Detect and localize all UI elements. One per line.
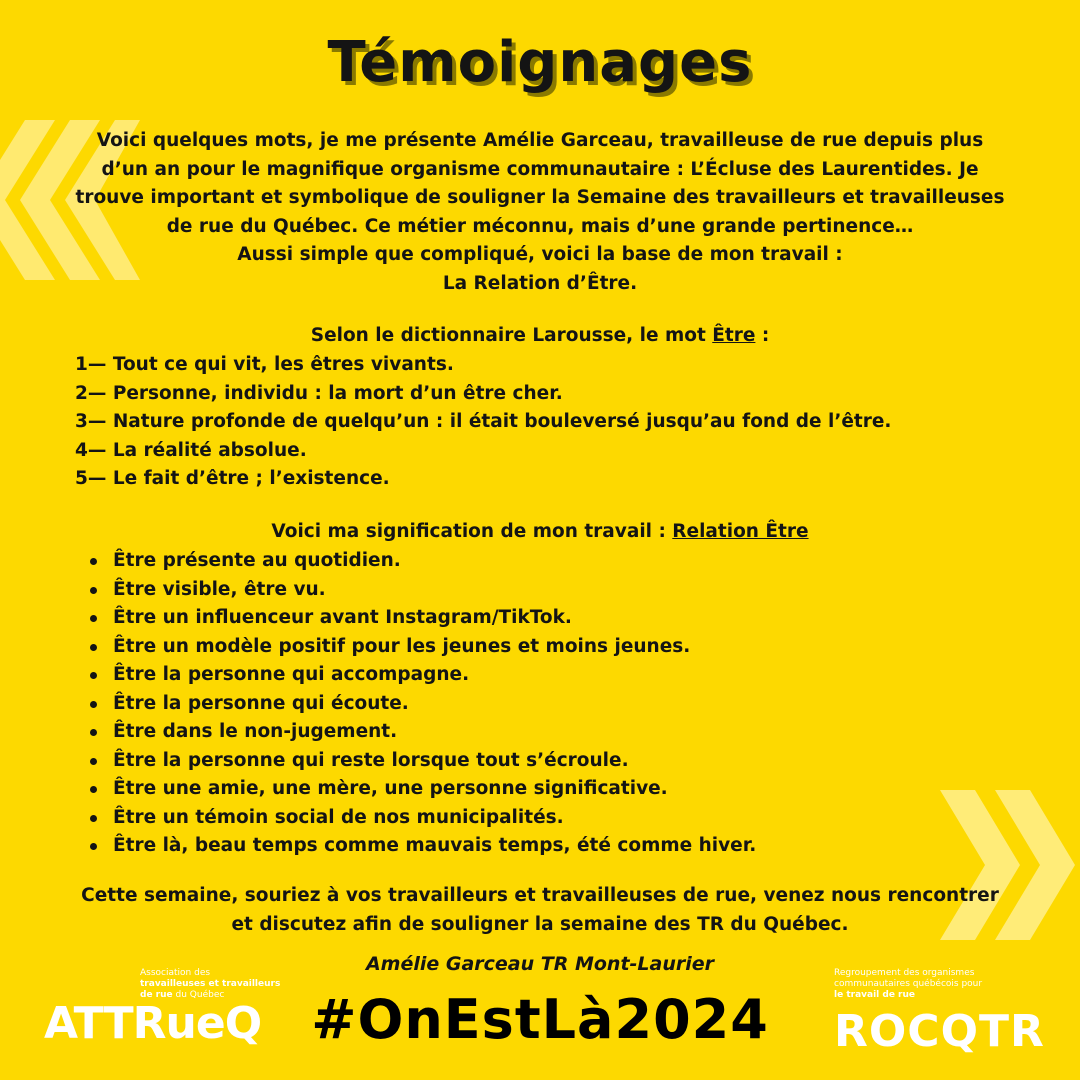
logo-wordmark: ROCQTR [834, 1006, 1045, 1057]
bullet-dot [90, 615, 97, 622]
bullet-dot [90, 729, 97, 736]
bullet-dot [90, 587, 97, 594]
list-item [90, 718, 756, 747]
bullet-dot [90, 843, 97, 850]
list-item-text: Être une amie, une mère, une personne significative. [113, 778, 668, 799]
definition-item: 1— Tout ce qui vit, les êtres vivants. [75, 354, 454, 375]
definition-item: 4— La réalité absolue. [75, 439, 307, 461]
logo-caption-line: communautaires québécois pour [834, 979, 983, 989]
list-item [90, 604, 756, 633]
intro-paragraph [0, 127, 1080, 298]
intro-line: La Relation d’Être. [442, 272, 638, 294]
logo-caption-line: Association des [140, 968, 211, 978]
logo-caption-line: Regroupement des organismes [834, 968, 975, 978]
list-item [90, 633, 756, 662]
meaning-lead: Voici ma signification de mon travail : [271, 521, 673, 542]
bullet-dot [90, 758, 97, 765]
rocqtr-logo [834, 968, 1064, 1068]
bullet-dot [90, 558, 97, 565]
closing-line: Cette semaine, souriez à vos travailleurs et travailleuses de rue, venez nous rencontrer [81, 885, 999, 906]
list-item-text: Être la personne qui accompagne. [113, 664, 470, 685]
meaning-heading [0, 518, 1080, 547]
intro-line: Voici quelques mots, je me présente Amélie Garceau, travailleuse de rue depuis plus [96, 130, 984, 151]
intro-line: de rue du Québec. Ce métier méconnu, mais d’une grande pertinence… [166, 215, 914, 237]
list-item [90, 775, 756, 804]
list-item [90, 547, 756, 576]
page-title: Témoignages [327, 30, 753, 95]
logo-wordmark: ATTRueQ [44, 998, 262, 1049]
list-item-text: Être présente au quotidien. [113, 550, 401, 571]
definition-item: 5— Le fait d’être ; l’existence. [75, 468, 390, 489]
meaning-term: Relation Être [672, 521, 809, 542]
list-item [90, 576, 756, 605]
list-item-text: Être visible, être vu. [113, 578, 326, 600]
logo-caption-rest: du Québec [172, 990, 225, 1000]
list-item-text: Être la personne qui reste lorsque tout s’écroule. [113, 749, 629, 771]
list-item-text: Être là, beau temps comme mauvais temps, été comme hiver. [113, 835, 757, 856]
list-item-text: Être la personne qui écoute. [113, 692, 409, 714]
intro-line: trouve important et symbolique de souligner la Semaine des travailleurs et travailleuses [75, 187, 1005, 208]
bullet-dot [90, 815, 97, 822]
bullet-dot [90, 672, 97, 679]
bullet-dot [90, 701, 97, 708]
list-item [90, 690, 756, 719]
closing-paragraph [0, 882, 1080, 939]
list-item-text: Être un influenceur avant Instagram/TikTok. [113, 607, 572, 628]
logo-caption-line: le travail de rue [834, 990, 916, 1000]
logo-caption-bold: de rue [140, 990, 173, 1000]
logo-caption [140, 968, 310, 1001]
dictionary-word: Être [712, 325, 756, 346]
list-item-text: Être dans le non-jugement. [113, 721, 398, 742]
logo-caption-line: travailleuses et travailleurs [140, 979, 281, 989]
list-item [90, 747, 756, 776]
list-item [90, 804, 756, 833]
dictionary-lead: Selon le dictionnaire Larousse, le mot [310, 325, 713, 346]
list-item-text: Être un témoin social de nos municipalités. [113, 806, 564, 828]
list-item [90, 661, 756, 690]
logo-caption [834, 968, 1054, 1001]
definition-list [75, 351, 891, 494]
list-item-text: Être un modèle positif pour les jeunes et moins jeunes. [113, 635, 691, 657]
definition-item: 2— Personne, individu : la mort d’un être cher. [75, 382, 563, 404]
bullet-dot [90, 786, 97, 793]
closing-line: et discutez afin de souligner la semaine des TR du Québec. [231, 913, 849, 935]
attrueq-logo [44, 968, 294, 1068]
list-item [90, 832, 756, 861]
dictionary-tail: : [755, 325, 770, 346]
intro-line: d’un an pour le magnifique organisme communautaire : L’Écluse des Laurentides. Je [101, 158, 979, 180]
intro-line: Aussi simple que compliqué, voici la base de mon travail : [237, 244, 843, 265]
hashtag: #OnEstLà2024 [311, 988, 769, 1051]
dictionary-heading [0, 322, 1080, 351]
definition-item: 3— Nature profonde de quelqu’un : il était bouleversé jusqu’au fond de l’être. [75, 411, 892, 432]
signature: Amélie Garceau TR Mont-Laurier [365, 953, 715, 975]
meaning-list [90, 547, 756, 861]
bullet-dot [90, 644, 97, 651]
